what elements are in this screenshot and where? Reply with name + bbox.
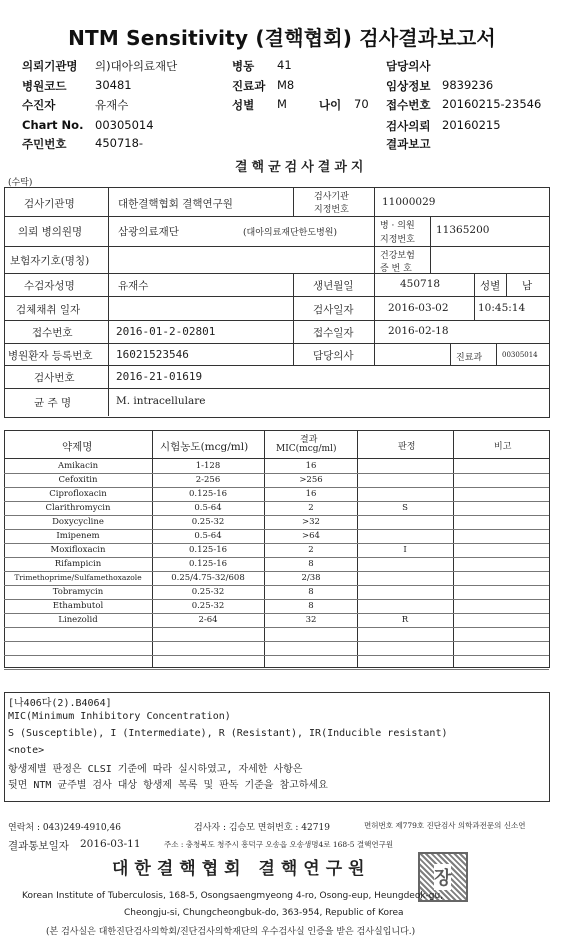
cell-range: 0.5-64 (194, 503, 222, 513)
cell-mic: 8 (308, 587, 314, 597)
cell-range: 0.25/4.75-32/608 (171, 573, 245, 583)
value-patient: 유재수 (95, 98, 129, 112)
cell-mic: 16 (305, 489, 317, 499)
cell-mic: 8 (308, 601, 314, 611)
th-judge: 판정 (398, 442, 416, 452)
value-request-date: 20160215 (442, 118, 501, 132)
cell-range: 0.5-64 (194, 531, 222, 541)
cell-mic: 32 (305, 615, 317, 625)
cell-judge: R (401, 615, 409, 625)
cell-mic: >64 (302, 531, 320, 541)
value-receipt-no: 20160215-23546 (442, 97, 542, 111)
cell-judge: I (403, 545, 407, 555)
name-label: 수검자성명 (24, 280, 75, 292)
cell-range: 1-128 (195, 461, 221, 471)
test-date-value: 2016-03-02 (388, 302, 449, 314)
corner-label: (수탁) (8, 178, 33, 188)
cell-drug: Cefoxitin (58, 475, 98, 485)
footer-addr-en-1: Korean Institute of Tuberculosis, 168-5, Osongsaengmyeong 4-ro, Osong-eup, Heungdeok-gu, (22, 891, 444, 901)
recv-date-value: 2016-02-18 (388, 325, 449, 337)
req-code-label-2: 지정번호 (380, 235, 415, 245)
row-divider (4, 641, 549, 642)
label-sex: 성별 (232, 98, 255, 112)
dept-label: 진료과 (456, 353, 483, 363)
inst-code-label-1: 검사기관 (314, 192, 349, 202)
row-divider (4, 529, 549, 530)
th-mic: MIC(mcg/ml) (276, 444, 337, 454)
footer-org-name: 대한결핵협회 결핵연구원 (112, 859, 371, 879)
row-divider (4, 487, 549, 488)
testno-label: 검사번호 (34, 372, 75, 384)
cell-drug: Trimethoprime/Sulfamethoxazole (14, 573, 142, 582)
footer-phone: 연락처 : 043)249-4910,46 (8, 823, 121, 833)
doctor-label: 담당의사 (313, 350, 354, 362)
footer-license: 면허번호 제779호 진단검사 의학과전문의 신소연 (364, 821, 526, 830)
collect-label: 검체채취 일자 (16, 304, 81, 316)
inst-code-value: 11000029 (382, 196, 436, 208)
dept-value: 00305014 (502, 351, 538, 359)
label-hospital-code: 병원코드 (22, 79, 67, 93)
cell-drug: Imipenem (56, 531, 100, 541)
label-institution: 의뢰기관명 (22, 59, 78, 73)
cell-range: 0.25-32 (191, 601, 225, 611)
page-title: NTM Sensitivity (결핵협회) 검사결과보고서 (68, 26, 496, 50)
note-line-1: 항생제별 판정은 CLSI 기준에 따라 실시하였고, 자세한 사항은 (8, 764, 303, 775)
th-remark: 비고 (494, 442, 512, 452)
cell-range: 0.125-16 (188, 559, 228, 569)
th-drug: 약제명 (62, 441, 93, 453)
footer-report-label: 결과통보일자 (8, 840, 69, 852)
row-divider (4, 655, 549, 656)
footer-address-kr: 주소 : 충청북도 청주시 흥덕구 오송읍 오송생명4로 168-5 결핵연구원 (164, 840, 394, 849)
row-divider (4, 501, 549, 502)
label-clinical-info: 임상정보 (386, 79, 431, 93)
footer-report-date: 2016-03-11 (80, 838, 141, 850)
note-heading: <note> (8, 745, 45, 756)
label-receipt-no: 접수번호 (386, 98, 431, 112)
cell-range: 0.25-32 (191, 517, 225, 527)
info-grid (4, 187, 550, 418)
value-resident-no: 450718- (95, 136, 144, 150)
value-clinical-info: 9839236 (442, 78, 494, 92)
cell-drug: Doxycycline (52, 517, 104, 527)
row-divider (4, 599, 549, 600)
row-divider (4, 571, 549, 572)
name-value: 유재수 (118, 280, 149, 292)
cell-drug: Ciprofloxacin (49, 489, 107, 499)
note-mic: MIC(Minimum Inhibitory Concentration) (8, 711, 231, 722)
label-department: 진료과 (232, 79, 266, 93)
cell-drug: Clarithromycin (45, 503, 111, 513)
footer-examiner: 검사자 : 김승모 면허번호 : 42719 (194, 823, 330, 833)
cell-range: 2-256 (195, 475, 221, 485)
row-divider (4, 669, 549, 670)
label-report: 결과보고 (386, 137, 431, 151)
req-sub: (대아의료재단한도병원) (243, 228, 337, 238)
inst-label: 검사기관명 (24, 198, 75, 210)
row-divider (4, 557, 549, 558)
recv-no-label: 접수번호 (32, 327, 73, 339)
test-time-value: 10:45:14 (478, 302, 526, 314)
inst-code-label-2: 지정번호 (314, 205, 349, 215)
value-institution: 의)대아의료재단 (95, 59, 178, 73)
insurer-label: 보험자기호(명칭) (10, 255, 90, 267)
row-divider (4, 473, 549, 474)
label-ward: 병동 (232, 59, 255, 73)
strain-value: M. intracellulare (116, 395, 206, 407)
health-label-1: 건강보험 (380, 251, 415, 261)
req-value: 삼광의료재단 (118, 226, 179, 238)
cell-drug: Ethambutol (52, 601, 104, 611)
th-range: 시험농도(mcg/ml) (160, 441, 249, 453)
cell-drug: Amikacin (57, 461, 99, 471)
inst-value: 대한결핵협회 결핵연구원 (118, 198, 233, 210)
sex-value: 남 (522, 280, 533, 292)
cell-drug: Tobramycin (52, 587, 104, 597)
value-ward: 41 (277, 58, 292, 72)
label-chart-no: Chart No. (22, 118, 84, 132)
cell-mic: 8 (308, 559, 314, 569)
strain-label: 균 주 명 (34, 397, 72, 409)
cell-mic: 16 (305, 461, 317, 471)
test-date-label: 검사일자 (313, 304, 354, 316)
row-divider (4, 543, 549, 544)
seal-char: 장 (434, 864, 451, 890)
cell-mic: 2/38 (301, 573, 321, 583)
value-age: 70 (354, 97, 369, 111)
label-request-date: 검사의뢰 (386, 119, 431, 133)
label-resident-no: 주민번호 (22, 137, 67, 151)
row-divider (4, 585, 549, 586)
row-divider (4, 627, 549, 628)
dob-value: 450718 (400, 278, 441, 290)
value-sex: M (277, 97, 287, 111)
cell-range: 0.25-32 (191, 587, 225, 597)
cell-mic: >32 (302, 517, 320, 527)
cell-range: 2-64 (198, 615, 218, 625)
testno-value: 2016-21-01619 (116, 370, 203, 383)
reg-label: 병원환자 등록번호 (8, 350, 93, 362)
recv-no-value: 2016-01-2-02801 (116, 325, 216, 338)
value-department: M8 (277, 78, 295, 92)
reg-value: 16021523546 (116, 348, 189, 361)
footer-addr-en-2: Cheongju-si, Chungcheongbuk-do, 363-954, Republic of Korea (124, 908, 404, 918)
row-divider (4, 515, 549, 516)
label-doctor: 담당의사 (386, 59, 431, 73)
cell-mic: 2 (308, 545, 314, 555)
cell-range: 0.125-16 (188, 489, 228, 499)
sex-label: 성별 (480, 280, 501, 292)
cell-judge: S (402, 503, 408, 513)
value-hospital-code: 30481 (95, 78, 132, 92)
cell-drug: Moxifloxacin (50, 545, 106, 555)
note-line-2: 뒷면 NTM 균주별 검사 대상 항생제 목록 및 판독 기준을 참고하세요 (8, 780, 328, 791)
cell-drug: Linezolid (58, 615, 98, 625)
footer-cert: (본 검사실은 대한진단검사의학회/진단검사의학재단의 우수검사실 인증을 받은 검사실입니다.) (46, 927, 416, 937)
th-result: 결과 (300, 435, 318, 445)
label-patient: 수진자 (22, 98, 56, 112)
cell-mic: >256 (299, 475, 323, 485)
scanned-result-sheet (0, 158, 564, 944)
label-age: 나이 (319, 98, 342, 112)
cell-drug: Rifampicin (54, 559, 102, 569)
req-code-label-1: 병 · 의원 (380, 221, 415, 231)
dob-label: 생년월일 (313, 280, 354, 292)
note-legend: S (Susceptible), I (Intermediate), R (Resistant), IR(Inducible resistant) (8, 728, 448, 739)
req-label: 의뢰 병의원명 (18, 226, 83, 238)
recv-date-label: 접수일자 (313, 327, 354, 339)
doc-title: 결핵균검사결과지 (235, 160, 368, 175)
note-code: [나406다(2).B4064] (8, 698, 112, 709)
row-divider (4, 613, 549, 614)
cell-mic: 2 (308, 503, 314, 513)
health-label-2: 증 번 호 (380, 264, 412, 274)
req-code-value: 11365200 (436, 224, 490, 236)
value-chart-no: 00305014 (95, 118, 154, 132)
cell-range: 0.125-16 (188, 545, 228, 555)
